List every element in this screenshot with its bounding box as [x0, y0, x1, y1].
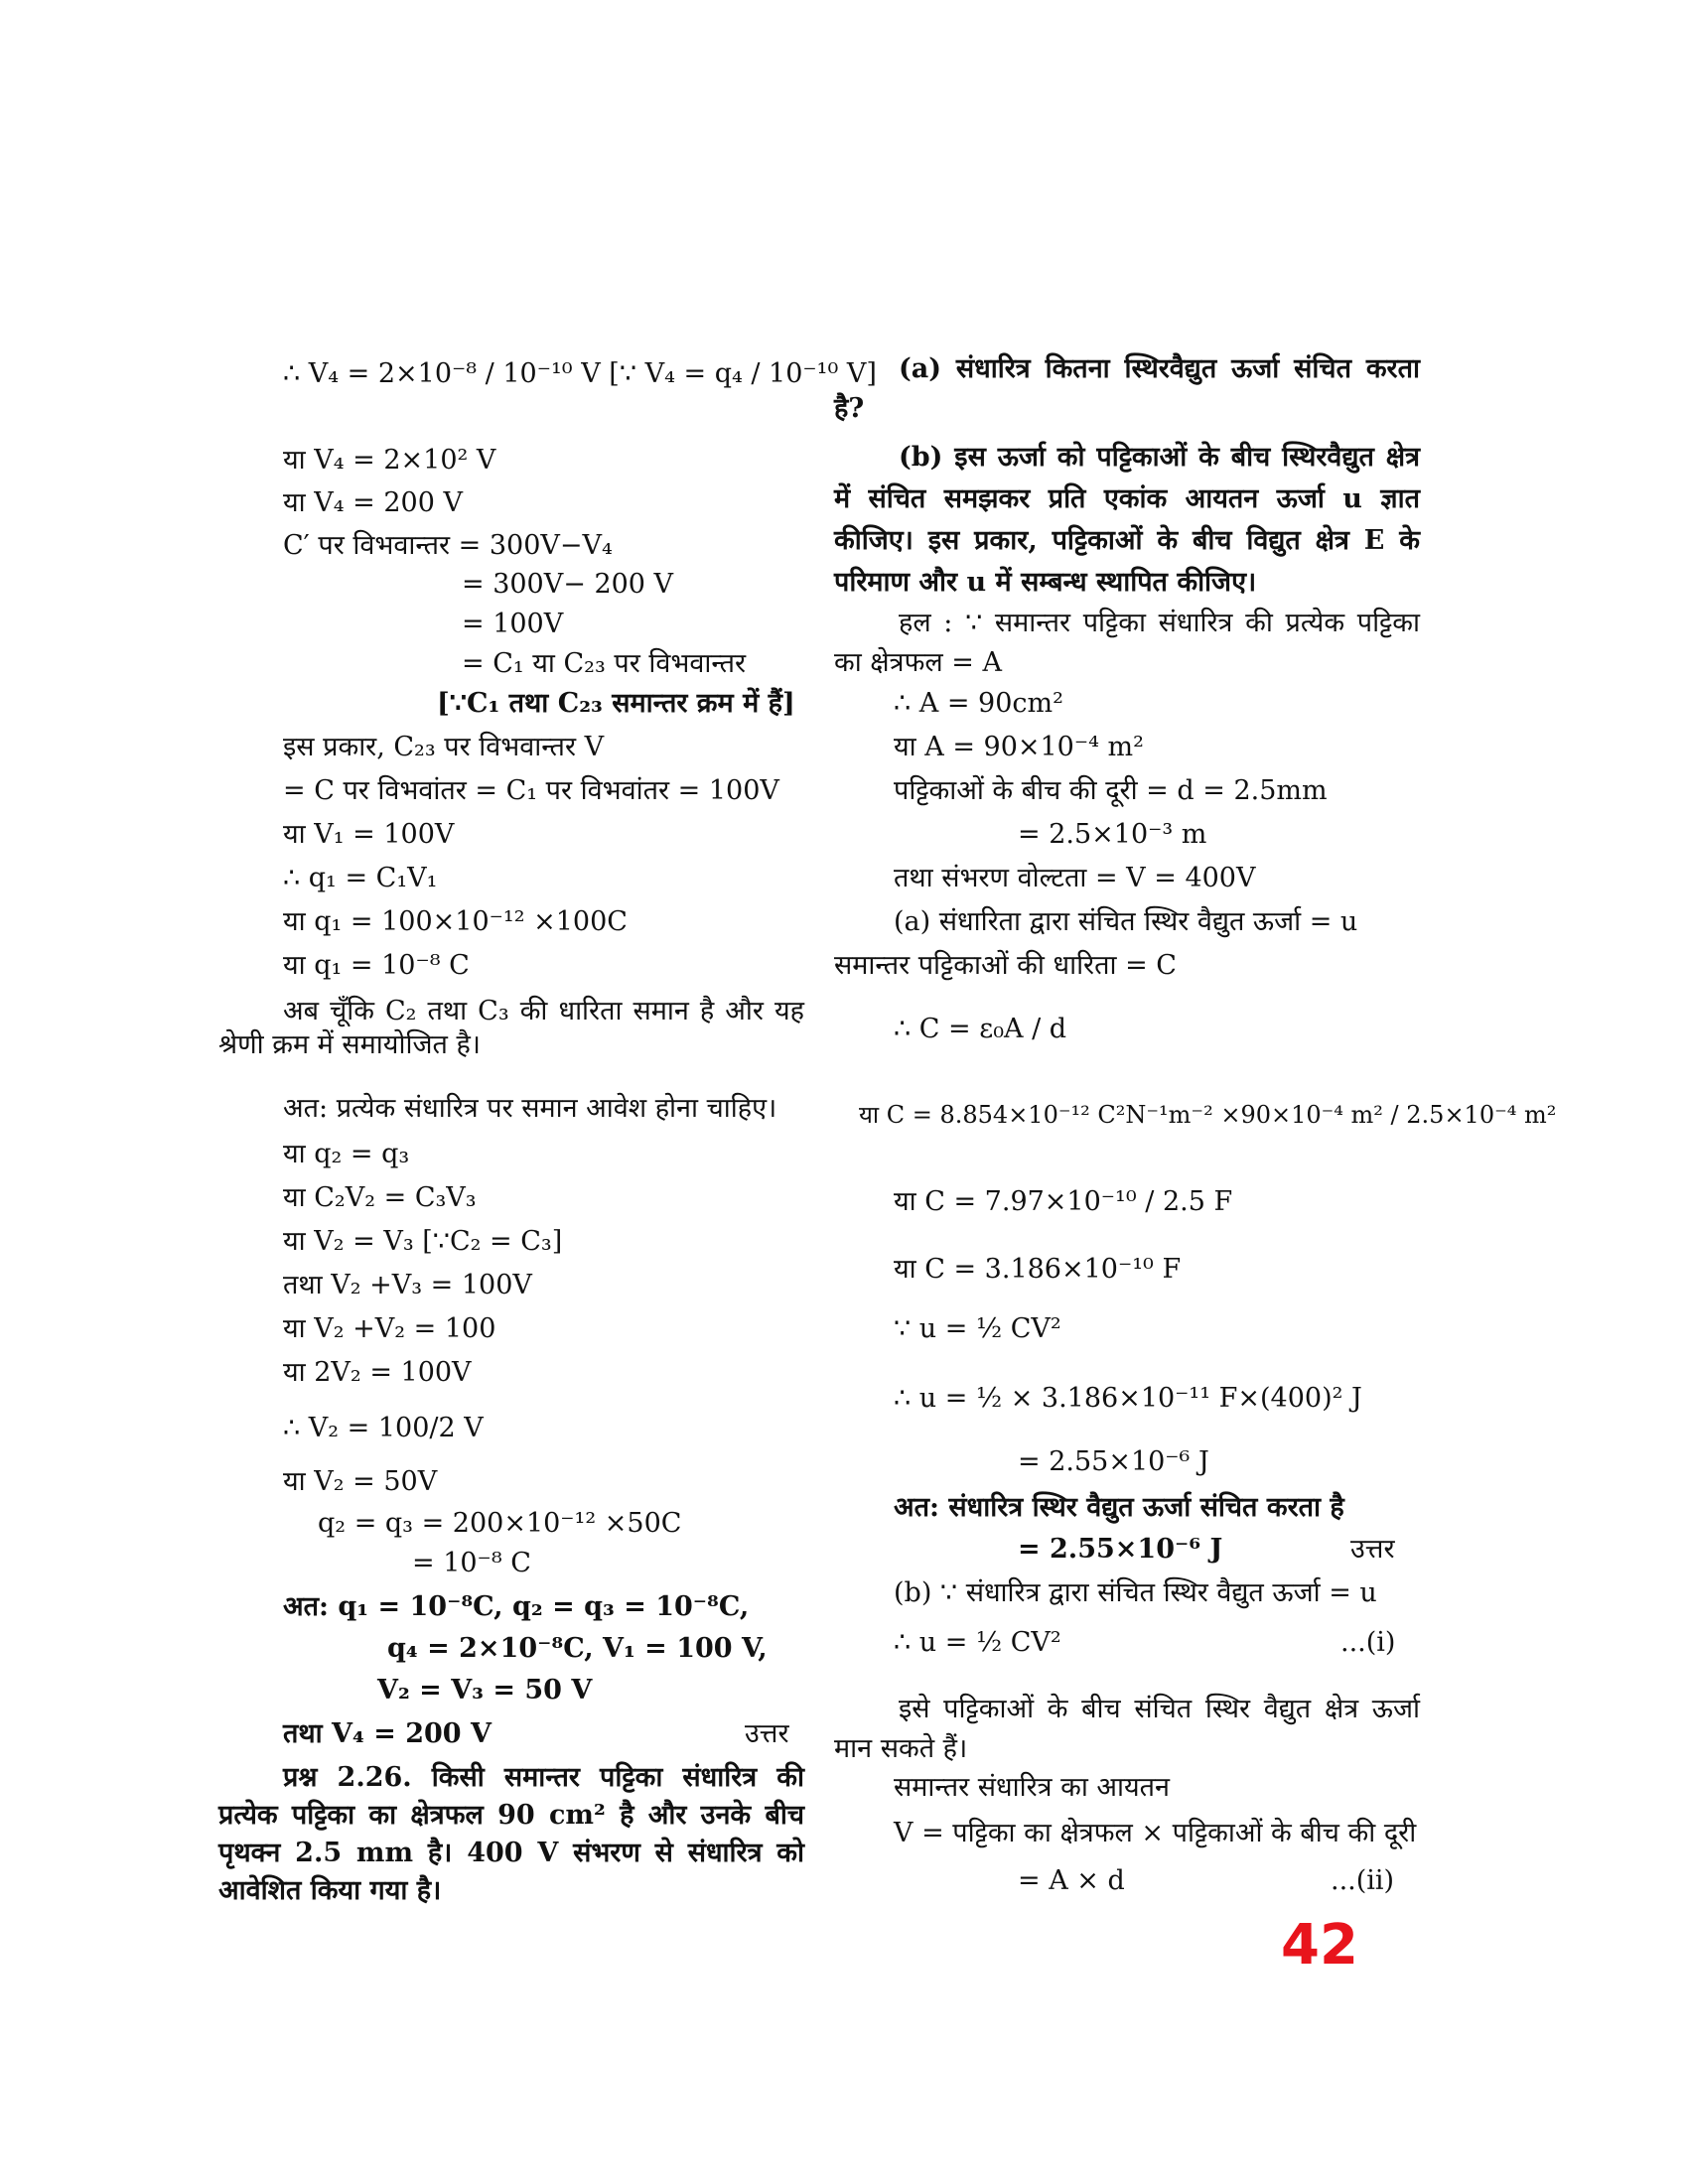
eq-line: C′ पर विभवान्तर = 300V−V₄ — [283, 530, 613, 561]
eq-line: ∴ V₂ = 100/2 V — [283, 1413, 484, 1443]
eq-line: = C₁ या C₂₃ पर विभवान्तर — [462, 648, 747, 679]
eq-line: या V₂ = 50V — [283, 1466, 438, 1497]
eq-line: या q₂ = q₃ — [283, 1139, 410, 1169]
eq-line: या V₂ +V₂ = 100 — [283, 1313, 496, 1344]
result-line: q₄ = 2×10⁻⁸C, V₁ = 100 V, — [387, 1633, 768, 1664]
paragraph: इसे पट्टिकाओं के बीच संचित स्थिर वैद्युत क्षेत्र ऊर्जा मान सकते हैं। — [834, 1694, 1420, 1764]
page-number: 42 — [1281, 1913, 1358, 1978]
text-line: इस प्रकार, C₂₃ पर विभवान्तर V — [283, 732, 605, 762]
result-line: V₂ = V₃ = 50 V — [377, 1675, 593, 1706]
text-line: (b) ∵ संधारित्र द्वारा संचित स्थिर वैद्युत ऊर्जा = u — [894, 1577, 1377, 1608]
eq-line: = 300V− 200 V — [462, 569, 674, 600]
eq-v4-fraction: ∴ V₄ = 2×10⁻⁸ / 10⁻¹⁰ V [∵ V₄ = q₄ / 10⁻¹⁰ V] — [283, 358, 877, 389]
eq-line: या V₄ = 2×10² V — [283, 445, 496, 476]
eq-energy: ∵ u = ½ CV² — [894, 1313, 1061, 1344]
text-line: समान्तर संधारित्र का आयतन — [894, 1772, 1171, 1803]
eq-number: ...(i) — [1340, 1627, 1396, 1658]
question-2-26: प्रश्न 2.26. किसी समान्तर पट्टिका संधारित्र की प्रत्येक पट्टिका का क्षेत्रफल 90 cm² है और उनके बीच पृथक्न 2.5 mm है। 400 V संभरण से संधारित्र को आवेशित किया गया है। — [218, 1762, 804, 1906]
eq-volume: = A × d — [1018, 1865, 1125, 1896]
answer-label: उत्तर — [1350, 1534, 1395, 1565]
result-line: = 2.55×10⁻⁶ J — [1018, 1534, 1223, 1565]
eq-line: या q₁ = 10⁻⁸ C — [283, 950, 470, 981]
eq-line: या C = 7.97×10⁻¹⁰ / 2.5 F — [894, 1186, 1233, 1217]
eq-line: या V₁ = 100V — [283, 819, 455, 850]
eq-line: तथा संभरण वोल्टता = V = 400V — [894, 863, 1256, 893]
eq-line: (a) संधारिता द्वारा संचित स्थिर वैद्युत ऊर्जा = u — [894, 906, 1358, 937]
text-line: = C पर विभवांतर = C₁ पर विभवांतर = 100V — [283, 775, 779, 806]
eq-line: = 2.5×10⁻³ m — [1018, 819, 1207, 850]
eq-capacitance: ∴ C = ε₀A / d — [894, 1014, 1067, 1044]
eq-line: = 100V — [462, 609, 564, 639]
paragraph: अब चूँकि C₂ तथा C₃ की धारिता समान है और यह श्रेणी क्रम में समायोजित है। — [218, 996, 804, 1060]
eq-line: या q₁ = 100×10⁻¹² ×100C — [283, 906, 628, 937]
eq-line: V = पट्टिका का क्षेत्रफल × पट्टिकाओं के बीच की दूरी — [894, 1818, 1417, 1848]
eq-line: या 2V₂ = 100V — [283, 1357, 472, 1388]
eq-line: पट्टिकाओं के बीच की दूरी = d = 2.5mm — [894, 775, 1328, 806]
reason-note: [∵C₁ तथा C₂₃ समान्तर क्रम में हैं] — [437, 688, 795, 719]
eq-line: या V₂ = V₃ [∵C₂ = C₃] — [283, 1226, 563, 1257]
eq-line: समान्तर पट्टिकाओं की धारिता = C — [834, 950, 1177, 981]
eq-line: = 2.55×10⁻⁶ J — [1018, 1446, 1209, 1477]
question-part-b: (b) इस ऊर्जा को पट्टिकाओं के बीच स्थिरवैद्युत क्षेत्र में संचित समझकर प्रति एकांक आयतन ऊर्जा u ज्ञात कीजिए। इस प्रकार, पट्टिकाओं के बीच विद्युत क्षेत्र E के परिमाण और u में सम्बन्ध स्थापित कीजिए। — [834, 442, 1420, 598]
eq-line: = 10⁻⁸ C — [412, 1548, 531, 1578]
eq-capacitance-value: या C = 8.854×10⁻¹² C²N⁻¹m⁻² ×90×10⁻⁴ m² / 2.5×10⁻⁴ m² — [859, 1101, 1557, 1129]
eq-line: q₂ = q₃ = 200×10⁻¹² ×50C — [318, 1508, 682, 1539]
result-line: अत: संधारित्र स्थिर वैद्युत ऊर्जा संचित करता है — [894, 1492, 1344, 1523]
eq-line: या C = 3.186×10⁻¹⁰ F — [894, 1254, 1182, 1285]
eq-line: तथा V₂ +V₃ = 100V — [283, 1270, 532, 1300]
result-line: अत: q₁ = 10⁻⁸C, q₂ = q₃ = 10⁻⁸C, — [283, 1591, 750, 1622]
eq-energy-value: ∴ u = ½ × 3.186×10⁻¹¹ F×(400)² J — [894, 1383, 1362, 1414]
solution-start: हल : ∵ समान्तर पट्टिका संधारित्र की प्रत्येक पट्टिका का क्षेत्रफल = A — [834, 608, 1420, 678]
eq-number: ...(ii) — [1331, 1865, 1395, 1896]
eq-line: या C₂V₂ = C₃V₃ — [283, 1182, 477, 1213]
eq-line: ∴ q₁ = C₁V₁ — [283, 863, 438, 893]
result-line: तथा V₄ = 200 V — [283, 1718, 492, 1749]
eq-line: या A = 90×10⁻⁴ m² — [894, 732, 1144, 762]
text-line: अत: प्रत्येक संधारित्र पर समान आवेश होना चाहिए। — [283, 1093, 777, 1124]
eq-energy: ∴ u = ½ CV² — [894, 1627, 1061, 1658]
answer-label: उत्तर — [745, 1718, 789, 1749]
eq-line: ∴ A = 90cm² — [894, 688, 1063, 719]
question-part-a: (a) संधारित्र कितना स्थिरवैद्युत ऊर्जा संचित करता है? — [834, 353, 1420, 424]
eq-line: या V₄ = 200 V — [283, 487, 463, 518]
